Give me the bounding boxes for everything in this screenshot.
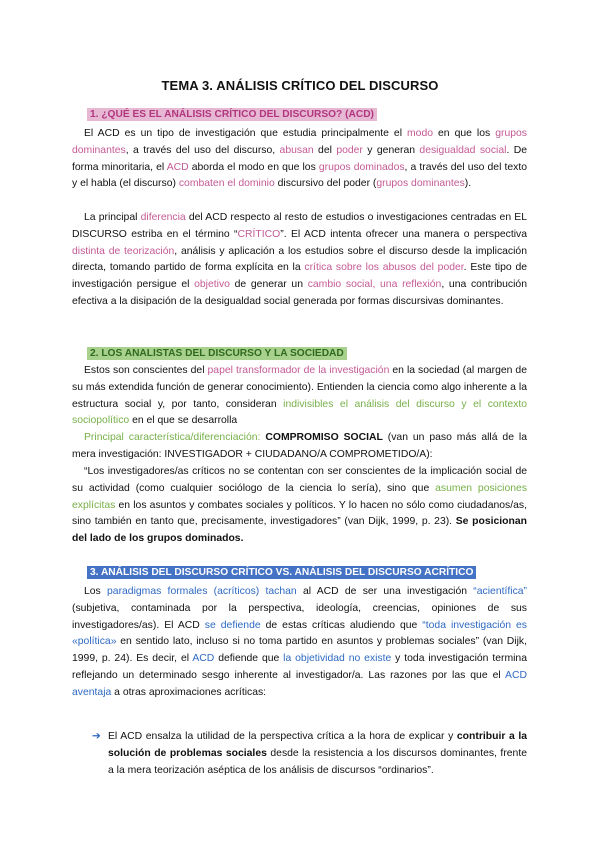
- highlighted-text: “toda investigación es «política»: [72, 619, 528, 648]
- text-run: Los: [84, 586, 108, 597]
- highlighted-text: la objetividad no existe: [283, 653, 392, 665]
- highlighted-text: “acientífica”: [473, 586, 528, 597]
- text-run: aborda el modo en que los: [188, 161, 319, 173]
- text-run: en sentido lato, incluso si no toma partido en asuntos y problemas sociales” (van Dijk, 1999, p. 24). Es decir, el: [72, 636, 527, 665]
- text-run: a otras aproximaciones acríticas:: [111, 686, 267, 698]
- highlighted-text: ACD: [166, 161, 189, 173]
- paragraph: [72, 363, 527, 430]
- paragraph: [72, 584, 527, 702]
- paragraph: [72, 464, 527, 548]
- text-run: del ACD respecto al resto de estudios o investigaciones centradas en EL DISCURSO estriba en el término “: [72, 212, 527, 240]
- text-run: La principal: [84, 212, 141, 223]
- text-run: Estos son conscientes del: [84, 365, 208, 376]
- section-heading-1: 1. ¿QUÉ ES EL ANÁLISIS CRÍTICO DEL DISCURSO? (ACD): [87, 108, 377, 121]
- highlighted-text: paradigmas formales (acríticos) tachan: [107, 586, 297, 597]
- text-run: , a través del uso del texto y el habla (el discurso): [72, 161, 528, 190]
- text-run: en los asuntos y combates sociales y políticos. Y lo hacen no sólo como ciudadanos/as, sino también en tanto que, precisamente, investigadores” (van Dijk, 1999, p. 23).: [72, 499, 527, 528]
- highlighted-text: grupos dominados: [318, 161, 405, 173]
- text-run: , análisis y aplicación a los estudios sobre el discurso desde la implicación directa, tomando partido de forma explícita en la: [72, 245, 527, 274]
- highlighted-text: distinta de teorización: [72, 245, 175, 257]
- text-run: , una contribución efectiva a la disipación de la desigualdad social generada por formas discursivas dominantes.: [72, 279, 527, 307]
- highlighted-text: indivisibles el análisis del discurso y el contexto sociopolítico: [72, 398, 527, 427]
- text-run: (van un paso más allá de la mera investigación: INVESTIGADOR + CIUDADANO/A COMPROMETIDO/A):: [72, 432, 527, 460]
- text-run: al ACD de ser una investigación: [296, 586, 474, 597]
- section-heading-2: 2. LOS ANALISTAS DEL DISCURSO Y LA SOCIEDAD: [87, 347, 347, 360]
- text-run: discursivo del poder (: [274, 178, 377, 190]
- text-run: “Los investigadores/as críticos no se contentan con ser conscientes de la implicación social de su actividad (como cualquier sociólogo de la ciencia lo sería), sino que: [72, 466, 527, 494]
- bullet-item: [108, 729, 527, 779]
- text-run: (subjetiva, contaminada por la perspectiva, ideología, creencias, opiniones de sus investigadores/as). El ACD: [72, 602, 527, 631]
- section-heading-3: 3. ANÁLISIS DEL DISCURSO CRÍTICO VS. ANÁLISIS DEL DISCURSO ACRÍTICO: [87, 566, 476, 579]
- paragraph: [72, 210, 527, 311]
- text-run: en que los: [433, 128, 496, 139]
- highlighted-text: objetivo: [194, 279, 230, 291]
- text-run: , a través del uso del discurso,: [125, 144, 280, 156]
- text-run: y generan: [362, 144, 420, 156]
- highlighted-text: modo: [407, 128, 434, 139]
- text-run: . De forma minoritaria, el: [72, 144, 528, 173]
- text-run: El ACD es un tipo de investigación que estudia principalmente el: [84, 128, 408, 139]
- highlighted-text: crítica sobre los abusos del poder: [304, 262, 464, 274]
- text-run: defiende que: [214, 653, 284, 665]
- paragraph: [72, 126, 527, 193]
- highlighted-text: poder: [336, 144, 363, 156]
- highlighted-text: Se posicionan del lado de los grupos dominados.: [72, 516, 527, 545]
- highlighted-text: ACD: [192, 653, 215, 665]
- text-run: ).: [464, 178, 472, 190]
- highlighted-text: ACD aventaja: [72, 669, 527, 698]
- arrow-bullet-icon: ➔: [92, 731, 101, 742]
- paragraph: [72, 430, 527, 464]
- text-run: de generar un: [229, 279, 308, 291]
- highlighted-text: Principal característica/diferenciación:: [84, 432, 261, 443]
- highlighted-text: se defiende: [204, 619, 261, 631]
- highlighted-text: CRÍTICO: [237, 228, 281, 240]
- text-run: y toda investigación termina reflejando un determinado sesgo inherente al investigador/a. Las razones por las que el: [72, 653, 527, 681]
- text-run: del: [313, 144, 337, 156]
- highlighted-text: papel transformador de la investigación: [207, 365, 390, 376]
- text-run: en la sociedad (al margen de su más extendida función de generar conocimiento). Entienden la ciencia como algo inherente a la estructura social y, por tanto, consideran: [72, 365, 527, 410]
- text-run: en el que se desarrolla: [129, 415, 238, 427]
- text-run: ”. El ACD intenta ofrecer una manera o perspectiva: [280, 228, 527, 240]
- highlighted-text: asumen posiciones explícitas: [72, 482, 528, 511]
- page-title: TEMA 3. ANÁLISIS CRÍTICO DEL DISCURSO: [161, 78, 439, 93]
- text-run: El ACD ensalza la utilidad de la perspectiva crítica a la hora de explicar y: [108, 731, 457, 742]
- highlighted-text: grupos dominantes: [72, 128, 527, 156]
- highlighted-text: combaten el dominio: [178, 178, 275, 190]
- highlighted-text: contribuir a la solución de problemas sociales: [108, 731, 527, 759]
- highlighted-text: diferencia: [140, 212, 186, 223]
- text-run: desde la resistencia a los discursos dominantes, frente a la mera teorización aséptica de los análisis de discursos “ordinarios”.: [108, 747, 528, 776]
- highlighted-text: COMPROMISO SOCIAL: [265, 432, 383, 443]
- highlighted-text: cambio social, una reflexión: [307, 279, 442, 291]
- highlighted-text: grupos dominantes: [376, 178, 465, 190]
- highlighted-text: abusan: [279, 144, 314, 156]
- highlighted-text: desigualdad social: [419, 144, 507, 156]
- text-run: . Este tipo de investigación persigue el: [72, 262, 527, 291]
- text-run: de estas críticas aludiendo que: [260, 619, 423, 631]
